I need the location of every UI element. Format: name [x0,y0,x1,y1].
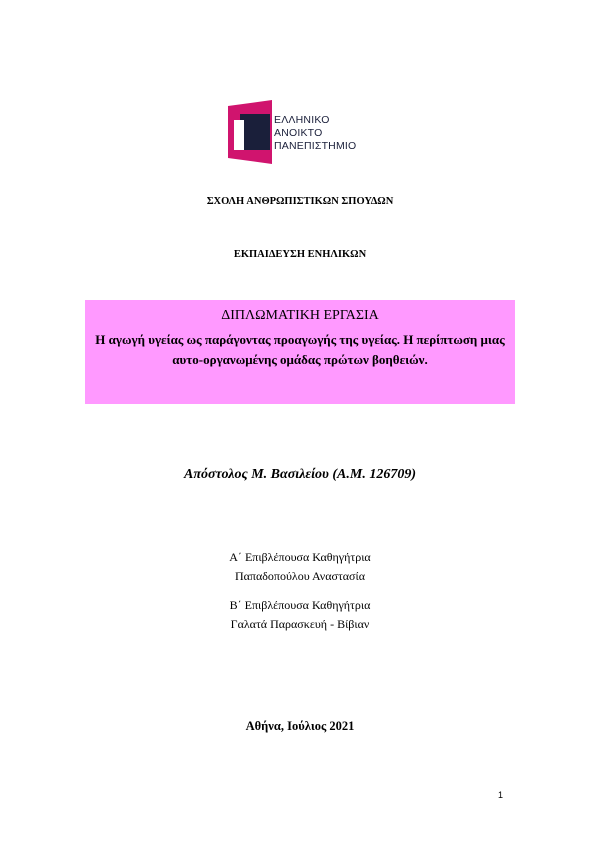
place-date: Αθήνα, Ιούλιος 2021 [245,719,355,733]
thesis-title-box [85,300,515,404]
supervisor-2-role: Β΄ Επιβλέπουσα Καθηγήτρια [229,598,371,612]
university-logo [228,100,388,164]
logo-mark-icon [228,100,272,164]
logo-wordmark [274,114,356,153]
page-number: 1 [498,790,504,800]
supervisor-1 [0,548,600,586]
supervisor-2 [0,596,600,634]
supervisor-1-name: Παπαδοπούλου Αναστασία [234,569,366,583]
supervisor-2-name: Γαλατά Παρασκευή - Βίβιαν [230,617,370,631]
logo-line-2: ΑΝΟΙΚΤΟ [274,127,323,139]
thesis-title: Η αγωγή υγείας ως παράγοντας προαγωγής της υγείας. Η περίπτωση μιας αυτο-οργανωμένης ομάδας πρώτων βοηθειών. [95,332,505,367]
school-name: ΣΧΟΛΗ ΑΝΘΡΩΠΙΣΤΙΚΩΝ ΣΠΟΥΔΩΝ [206,196,394,207]
logo-line-3: ΠΑΝΕΠΙΣΤΗΜΙΟ [274,140,357,152]
department-name: ΕΚΠΑΙΔΕΥΣΗ ΕΝΗΛΙΚΩΝ [233,249,367,260]
author-name: Απόστολος Μ. Βασιλείου (Α.Μ. 126709) [183,467,417,482]
thesis-label: ΔΙΠΛΩΜΑΤΙΚΗ ΕΡΓΑΣΙΑ [221,308,379,323]
supervisor-1-role: Α΄ Επιβλέπουσα Καθηγήτρια [229,550,371,564]
logo-line-1: ΕΛΛΗΝΙΚΟ [274,114,330,126]
